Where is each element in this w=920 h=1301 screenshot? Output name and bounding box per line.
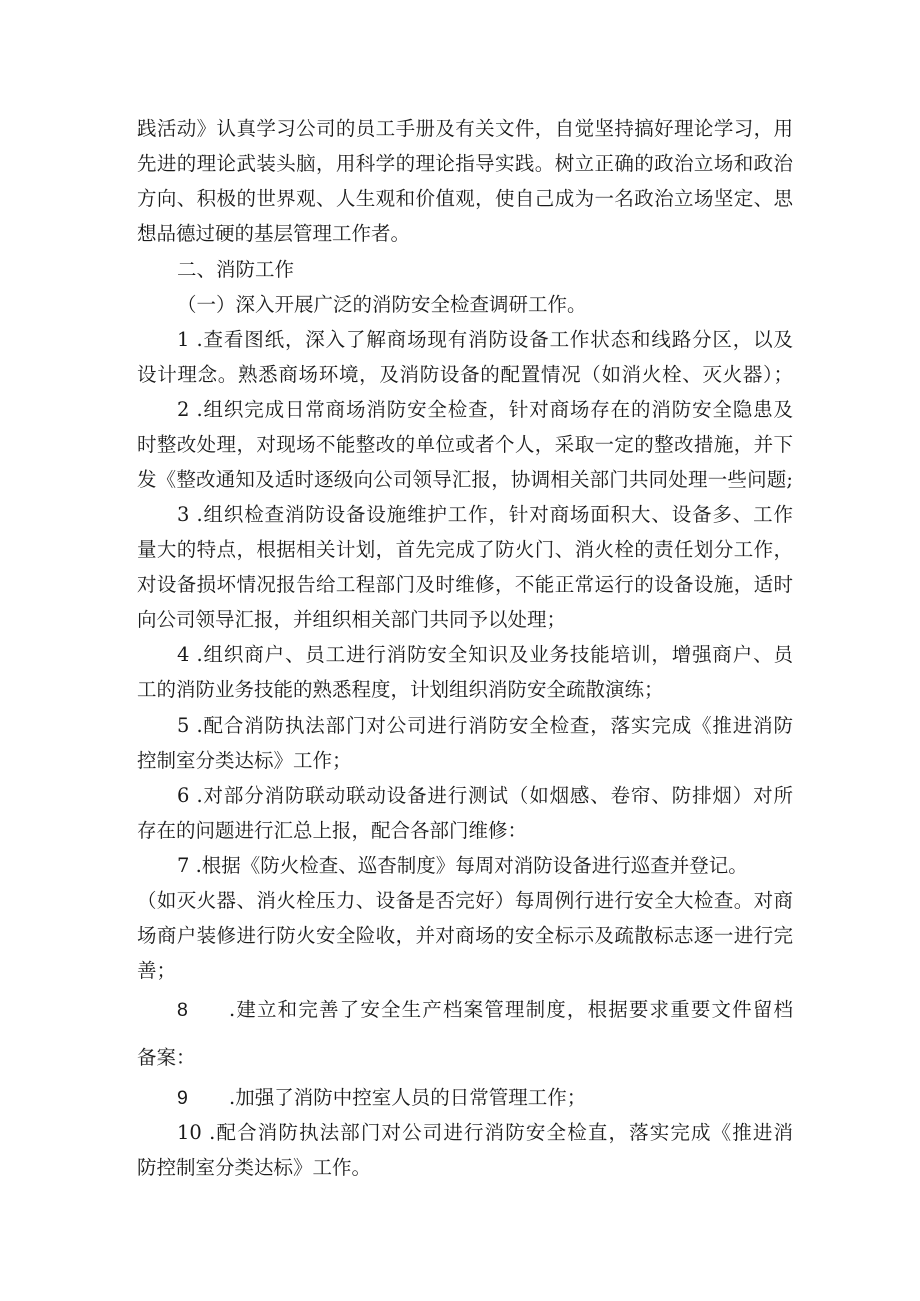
section-heading: 二、消防工作	[177, 258, 295, 281]
list-item-line: 7 .根据《防火检查、巡杳制度》每周对消防设备进行巡查并登记。	[177, 854, 748, 877]
list-item-line: 4 .组织商户、员工进行消防安全知识及业务技能培训，增强商户、员	[177, 643, 793, 666]
list-item-line: .加强了消防中控室人员的日常管理工作；	[229, 1086, 587, 1109]
list-item-line: 5 .配合消防执法部门对公司进行消防安全检查，落实完成《推进消防	[177, 714, 793, 737]
list-item-line: 发《整改通知及适时逐级向公司领导汇报，协调相关部门共同处理一些问题;	[137, 468, 793, 491]
list-item-line: 10 .配合消防执法部门对公司进行消防安全检直，落实完成《推进消	[177, 1121, 793, 1144]
list-item-line: 1 .查看图纸，深入了解商场现有消防设备工作状态和线路分区，以及	[177, 328, 793, 351]
subsection-heading: （一）深入开展广泛的消防安全检查调研工作。	[177, 293, 587, 316]
paragraph-line: 先进的理论武装头脑，用科学的理论指导实践。树立正确的政治立场和政治	[137, 152, 793, 175]
list-item-line: 向公司领导汇报，并组织相关部门共同予以处理；	[137, 608, 567, 631]
list-item-line: 备案：	[137, 1046, 196, 1069]
paragraph-line: 想品德过硬的基层管理工作者。	[137, 222, 411, 245]
list-item-line: 6 .对部分消防联动联动设备进行测试（如烟感、卷帘、防排烟）对所	[177, 784, 793, 807]
list-item-number: 9	[177, 1087, 188, 1109]
list-item-line: 工的消防业务技能的熟悉程度，计划组织消防安全疏散演练；	[137, 678, 664, 701]
list-item-line: 对设备损坏情况报告给工程部门及时维修，不能正常运行的设备设施，适时	[137, 573, 793, 596]
list-item-line: .建立和完善了安全生产档案管理制度，根据要求重要文件留档	[229, 998, 793, 1021]
list-item-line: 存在的问题进行汇总上报，配合各部门维修：	[137, 819, 528, 842]
list-item-line: 3 .组织检查消防设备设施维护工作，针对商场面积大、设备多、工作	[177, 503, 793, 526]
list-item-line: 防控制室分类达标》工作。	[137, 1156, 372, 1179]
list-item-line: 设计理念。熟悉商场环境，及消防设备的配置情况（如消火栓、灭火器）；	[137, 363, 793, 386]
list-item-line: 善；	[137, 959, 177, 982]
list-item-line: 场商户装修进行防火安全险收，并对商场的安全标示及疏散标志逐一进行完	[137, 924, 793, 947]
list-item-line: 控制室分类达标》工作；	[137, 749, 352, 772]
list-item-number: 8	[177, 999, 188, 1021]
paragraph-line: 践活动》认真学习公司的员工手册及有关文件，自觉坚持搞好理论学习，用	[137, 117, 793, 140]
list-item-line: 2 .组织完成日常商场消防安全检查，针对商场存在的消防安全隐患及	[177, 398, 793, 421]
paragraph-line: 方向、积极的世界观、人生观和价值观，使自己成为一名政治立场坚定、思	[137, 187, 793, 210]
list-item-line: 量大的特点，根据相关计划，首先完成了防火门、消火栓的责任划分工作，	[137, 538, 793, 561]
list-item-line: 时整改处理，对现场不能整改的单位或者个人，采取一定的整改措施，并下	[137, 433, 793, 456]
list-item-line: （如灭火器、消火栓压力、设备是否完好）每周例行进行安全大检查。对商	[137, 889, 793, 912]
